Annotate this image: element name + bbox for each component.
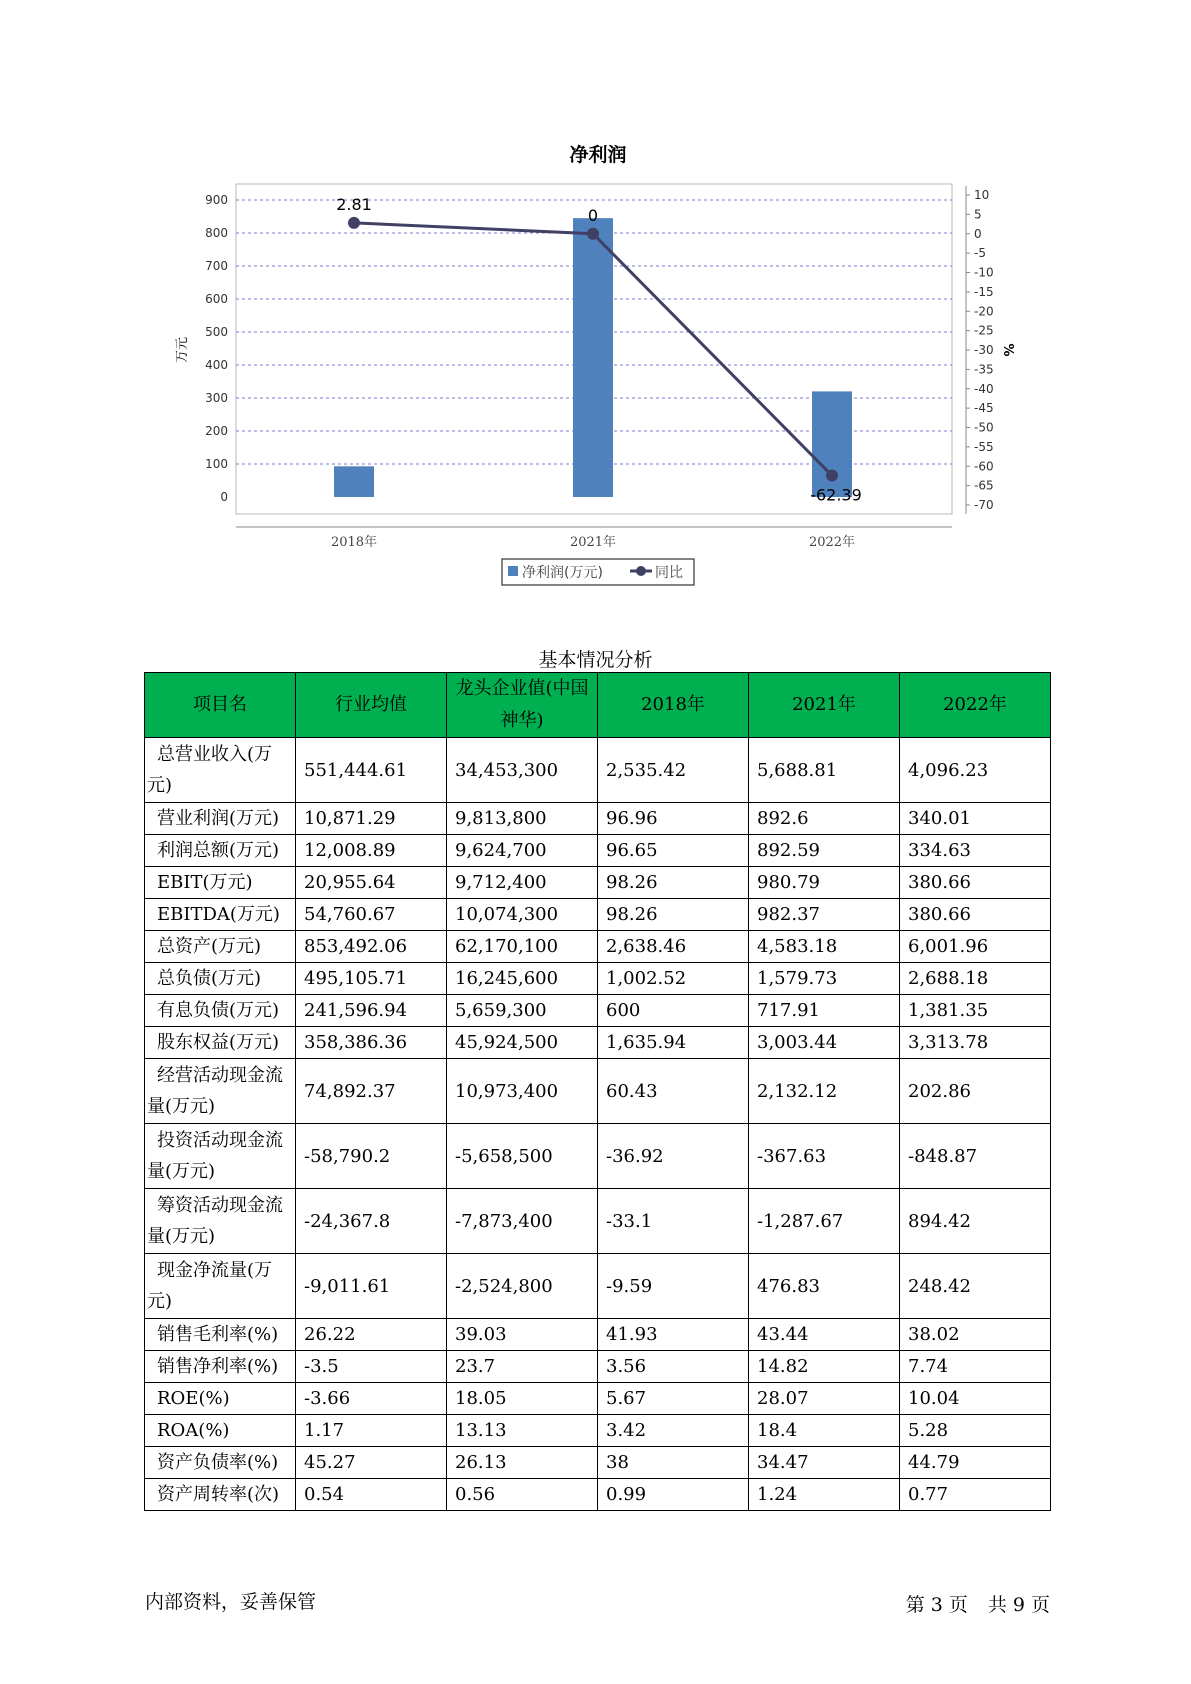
table-row [145, 931, 1051, 963]
value-2021-cell: 2,132.12 [749, 1059, 900, 1124]
item-name-cell: 投资活动现金流量(万元) [145, 1124, 296, 1189]
table-row [145, 1319, 1051, 1351]
item-name-cell: 经营活动现金流量(万元) [145, 1059, 296, 1124]
industry-avg-cell: 54,760.67 [296, 899, 447, 931]
value-2022-cell: 202.86 [900, 1059, 1051, 1124]
y2-tick-label: -5 [974, 246, 986, 261]
item-name-cell: 营业利润(万元) [145, 803, 296, 835]
y2-tick-label: 10 [974, 188, 990, 202]
industry-avg-cell: 74,892.37 [296, 1059, 447, 1124]
industry-avg-cell: -3.5 [296, 1351, 447, 1383]
value-2022-cell: -848.87 [900, 1124, 1051, 1189]
value-2022-cell: 7.74 [900, 1351, 1051, 1383]
value-2021-cell: -367.63 [749, 1124, 900, 1189]
value-2021-cell: 4,583.18 [749, 931, 900, 963]
value-2021-cell: 892.59 [749, 835, 900, 867]
value-2021-cell: 14.82 [749, 1351, 900, 1383]
y2-tick-label: -15 [974, 284, 994, 299]
value-2018-cell: -36.92 [598, 1124, 749, 1189]
industry-avg-cell: 0.54 [296, 1479, 447, 1511]
value-2018-cell: 2,638.46 [598, 931, 749, 963]
leader-value-cell: 18.05 [447, 1383, 598, 1415]
page-mid: 页 [948, 1594, 968, 1616]
leader-value-cell: 10,074,300 [447, 899, 598, 931]
left-axis [205, 193, 228, 504]
y-tick-label: 0 [220, 490, 228, 504]
right-axis [966, 186, 994, 514]
item-name-cell: 现金净流量(万元) [145, 1254, 296, 1319]
y2-tick-label: -65 [974, 478, 994, 493]
table-row [145, 1254, 1051, 1319]
industry-avg-cell: 26.22 [296, 1319, 447, 1351]
value-2022-cell: 894.42 [900, 1189, 1051, 1254]
header-leader-value: 龙头企业值(中国神华) [447, 673, 598, 738]
value-2022-cell: 0.77 [900, 1479, 1051, 1511]
table-row [145, 803, 1051, 835]
y-tick-label: 500 [205, 325, 228, 339]
industry-avg-cell: 12,008.89 [296, 835, 447, 867]
table-row [145, 867, 1051, 899]
value-2022-cell: 334.63 [900, 835, 1051, 867]
value-2021-cell: 3,003.44 [749, 1027, 900, 1059]
value-2022-cell: 44.79 [900, 1447, 1051, 1479]
item-name-cell: 资产负债率(%) [145, 1447, 296, 1479]
industry-avg-cell: 241,596.94 [296, 995, 447, 1027]
item-name-cell: 销售毛利率(%) [145, 1319, 296, 1351]
value-2022-cell: 380.66 [900, 899, 1051, 931]
bar-2021年 [573, 218, 613, 497]
item-name-cell: 利润总额(万元) [145, 835, 296, 867]
leader-value-cell: 0.56 [447, 1479, 598, 1511]
industry-avg-cell: -58,790.2 [296, 1124, 447, 1189]
y2-axis-label: % [1000, 343, 1015, 357]
y-tick-label: 700 [205, 259, 228, 273]
value-2018-cell: 1,002.52 [598, 963, 749, 995]
table-row [145, 1189, 1051, 1254]
value-2018-cell: 0.99 [598, 1479, 749, 1511]
basic-analysis-table [144, 672, 1051, 1511]
table-row [145, 1351, 1051, 1383]
industry-avg-cell: 853,492.06 [296, 931, 447, 963]
y2-tick-label: -50 [974, 420, 994, 435]
value-2021-cell: -1,287.67 [749, 1189, 900, 1254]
value-2021-cell: 34.47 [749, 1447, 900, 1479]
value-2022-cell: 4,096.23 [900, 738, 1051, 803]
value-2021-cell: 1.24 [749, 1479, 900, 1511]
industry-avg-cell: 10,871.29 [296, 803, 447, 835]
table-row [145, 1447, 1051, 1479]
y2-tick-label: -10 [974, 265, 994, 280]
value-2022-cell: 380.66 [900, 867, 1051, 899]
leader-value-cell: 13.13 [447, 1415, 598, 1447]
page-current: 3 [930, 1594, 943, 1616]
page-total-prefix: 共 [987, 1594, 1007, 1616]
value-2021-cell: 476.83 [749, 1254, 900, 1319]
item-name-cell: 销售净利率(%) [145, 1351, 296, 1383]
yoy-point [587, 228, 599, 240]
legend-bar-label: 净利润(万元) [522, 565, 603, 581]
industry-avg-cell: -24,367.8 [296, 1189, 447, 1254]
leader-value-cell: 10,973,400 [447, 1059, 598, 1124]
industry-avg-cell: 495,105.71 [296, 963, 447, 995]
value-2021-cell: 892.6 [749, 803, 900, 835]
value-2018-cell: -9.59 [598, 1254, 749, 1319]
value-2022-cell: 10.04 [900, 1383, 1051, 1415]
bar-series [334, 218, 852, 497]
yoy-data-label: -62.39 [810, 485, 862, 505]
leader-value-cell: -2,524,800 [447, 1254, 598, 1319]
table-row [145, 835, 1051, 867]
y2-tick-label: -20 [974, 304, 994, 319]
item-name-cell: ROE(%) [145, 1383, 296, 1415]
legend-bar-swatch [508, 566, 518, 576]
y-tick-label: 100 [205, 457, 228, 471]
page-indicator [900, 1590, 1050, 1617]
value-2022-cell: 38.02 [900, 1319, 1051, 1351]
table-header-row [145, 673, 1051, 738]
value-2021-cell: 982.37 [749, 899, 900, 931]
item-name-cell: 资产周转率(次) [145, 1479, 296, 1511]
leader-value-cell: 16,245,600 [447, 963, 598, 995]
table-row [145, 1059, 1051, 1124]
x-tick-label: 2022年 [808, 535, 856, 550]
leader-value-cell: 26.13 [447, 1447, 598, 1479]
y-tick-label: 900 [205, 193, 228, 207]
page-total: 9 [1012, 1594, 1025, 1616]
y2-tick-label: -30 [974, 343, 994, 357]
net-profit-chart [0, 0, 1191, 600]
x-axis [236, 527, 952, 550]
value-2022-cell: 1,381.35 [900, 995, 1051, 1027]
yoy-point [826, 470, 838, 482]
item-name-cell: 有息负债(万元) [145, 995, 296, 1027]
y2-tick-label: -45 [974, 401, 994, 416]
value-2018-cell: 5.67 [598, 1383, 749, 1415]
value-2021-cell: 43.44 [749, 1319, 900, 1351]
industry-avg-cell: 358,386.36 [296, 1027, 447, 1059]
leader-value-cell: 39.03 [447, 1319, 598, 1351]
value-2018-cell: 98.26 [598, 867, 749, 899]
y2-tick-label: 5 [974, 207, 982, 222]
confidential-note: 内部资料，妥善保管 [145, 1591, 317, 1613]
table-row [145, 963, 1051, 995]
y2-tick-label: -55 [974, 439, 994, 454]
yoy-data-label: 0 [587, 205, 599, 225]
item-name-cell: 总营业收入(万元) [145, 738, 296, 803]
value-2018-cell: 96.96 [598, 803, 749, 835]
value-2021-cell: 1,579.73 [749, 963, 900, 995]
leader-value-cell: 9,712,400 [447, 867, 598, 899]
y2-tick-label: -35 [974, 362, 994, 377]
value-2021-cell: 18.4 [749, 1415, 900, 1447]
value-2022-cell: 6,001.96 [900, 931, 1051, 963]
value-2018-cell: 1,635.94 [598, 1027, 749, 1059]
header-2021: 2021年 [749, 673, 900, 738]
y-tick-label: 300 [205, 391, 228, 405]
legend-line-marker [636, 566, 646, 576]
y-axis-label: 万元 [175, 336, 190, 364]
table-row [145, 1027, 1051, 1059]
value-2018-cell: 3.42 [598, 1415, 749, 1447]
value-2018-cell: 96.65 [598, 835, 749, 867]
item-name-cell: ROA(%) [145, 1415, 296, 1447]
header-item-name: 项目名 [145, 673, 296, 738]
industry-avg-cell: -3.66 [296, 1383, 447, 1415]
table-title: 基本情况分析 [538, 649, 653, 671]
item-name-cell: 筹资活动现金流量(万元) [145, 1189, 296, 1254]
chart-legend [502, 559, 694, 585]
y-tick-label: 400 [205, 358, 228, 372]
value-2018-cell: 38 [598, 1447, 749, 1479]
y-tick-label: 200 [205, 424, 228, 438]
page-suffix: 页 [1030, 1594, 1050, 1616]
value-2018-cell: 60.43 [598, 1059, 749, 1124]
value-2018-cell: 41.93 [598, 1319, 749, 1351]
y2-tick-label: -70 [974, 498, 994, 512]
table-row [145, 1383, 1051, 1415]
header-industry-avg: 行业均值 [296, 673, 447, 738]
leader-value-cell: -7,873,400 [447, 1189, 598, 1254]
value-2022-cell: 2,688.18 [900, 963, 1051, 995]
industry-avg-cell: 20,955.64 [296, 867, 447, 899]
item-name-cell: EBIT(万元) [145, 867, 296, 899]
y-tick-label: 800 [205, 226, 228, 240]
header-2022: 2022年 [900, 673, 1051, 738]
yoy-point [348, 217, 360, 229]
y2-tick-label: -40 [974, 381, 994, 396]
table-row [145, 1479, 1051, 1511]
header-2018: 2018年 [598, 673, 749, 738]
y2-tick-label: -60 [974, 459, 994, 474]
leader-value-cell: 23.7 [447, 1351, 598, 1383]
item-name-cell: 总资产(万元) [145, 931, 296, 963]
value-2021-cell: 980.79 [749, 867, 900, 899]
value-2018-cell: 3.56 [598, 1351, 749, 1383]
value-2018-cell: 2,535.42 [598, 738, 749, 803]
page-prefix: 第 [905, 1594, 925, 1616]
value-2022-cell: 248.42 [900, 1254, 1051, 1319]
leader-value-cell: 34,453,300 [447, 738, 598, 803]
value-2018-cell: 600 [598, 995, 749, 1027]
item-name-cell: 总负债(万元) [145, 963, 296, 995]
bar-2018年 [334, 466, 374, 497]
value-2022-cell: 340.01 [900, 803, 1051, 835]
value-2021-cell: 5,688.81 [749, 738, 900, 803]
leader-value-cell: 9,624,700 [447, 835, 598, 867]
y2-tick-label: -25 [974, 323, 994, 338]
item-name-cell: EBITDA(万元) [145, 899, 296, 931]
y2-tick-label: 0 [974, 226, 982, 241]
industry-avg-cell: 1.17 [296, 1415, 447, 1447]
value-2021-cell: 28.07 [749, 1383, 900, 1415]
item-name-cell: 股东权益(万元) [145, 1027, 296, 1059]
x-tick-label: 2021年 [569, 535, 617, 550]
industry-avg-cell: -9,011.61 [296, 1254, 447, 1319]
table-row [145, 1415, 1051, 1447]
leader-value-cell: 5,659,300 [447, 995, 598, 1027]
leader-value-cell: -5,658,500 [447, 1124, 598, 1189]
leader-value-cell: 45,924,500 [447, 1027, 598, 1059]
y-tick-label: 600 [205, 292, 228, 306]
industry-avg-cell: 45.27 [296, 1447, 447, 1479]
industry-avg-cell: 551,444.61 [296, 738, 447, 803]
value-2018-cell: -33.1 [598, 1189, 749, 1254]
value-2018-cell: 98.26 [598, 899, 749, 931]
table-body [145, 738, 1051, 1511]
leader-value-cell: 9,813,800 [447, 803, 598, 835]
legend-line-label: 同比 [655, 565, 683, 581]
value-2022-cell: 3,313.78 [900, 1027, 1051, 1059]
chart-title: 净利润 [569, 144, 627, 166]
value-2021-cell: 717.91 [749, 995, 900, 1027]
table-row [145, 899, 1051, 931]
x-tick-label: 2018年 [330, 535, 378, 550]
leader-value-cell: 62,170,100 [447, 931, 598, 963]
table-row [145, 995, 1051, 1027]
table-row [145, 1124, 1051, 1189]
value-2022-cell: 5.28 [900, 1415, 1051, 1447]
table-row [145, 738, 1051, 803]
yoy-data-label: 2.81 [336, 194, 372, 214]
